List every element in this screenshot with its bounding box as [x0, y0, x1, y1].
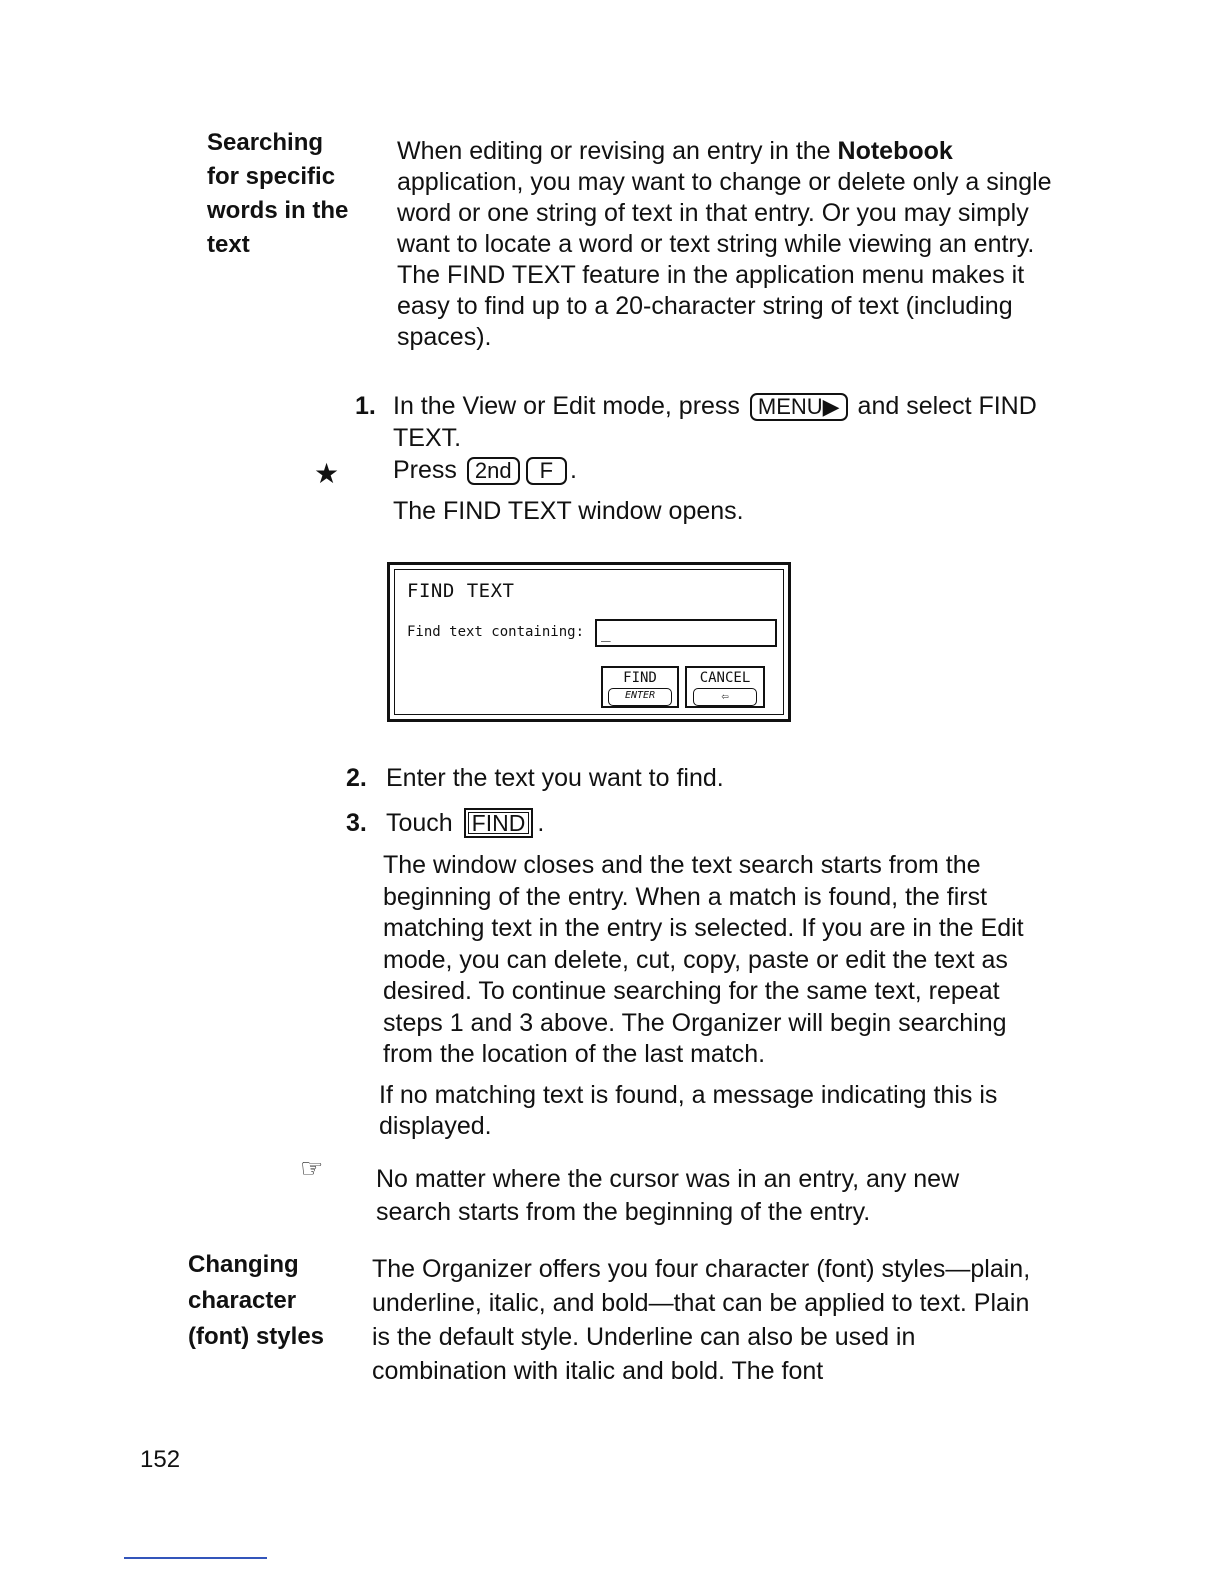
footer-rule	[124, 1557, 267, 1559]
cancel-button-label: CANCEL	[699, 670, 751, 686]
step-3-end: .	[537, 809, 545, 837]
press-end: .	[570, 456, 577, 484]
searching-intro-paragraph	[397, 136, 1072, 353]
window-title: FIND TEXT	[407, 580, 515, 602]
step-number: 2.	[346, 764, 367, 792]
f-key: F	[526, 457, 567, 485]
find-text-window	[387, 562, 791, 722]
step-2-text: Enter the text you want to find.	[386, 764, 724, 792]
find-text-window-frame	[394, 569, 784, 715]
shortcut-line	[393, 454, 793, 486]
find-text-input[interactable]: _	[595, 619, 777, 647]
pointing-hand-icon: ☞	[300, 1153, 324, 1183]
section-heading-character-styles: Changing character (font) styles	[188, 1251, 325, 1350]
enter-key-icon: ENTER	[608, 688, 672, 706]
shortcut-star-icon: ★	[314, 458, 340, 489]
character-styles-paragraph: The Organizer offers you four character (font) styles—plain, underline, italic, and bold—that can be applied to text. Plain is the default style. Underline can also be used in combination with italic and bold. The font	[372, 1255, 1031, 1385]
section-heading-searching: Searching for specific words in the text	[207, 129, 349, 258]
find-button[interactable]	[601, 666, 679, 708]
touch-label: Touch	[386, 809, 453, 837]
search-result-paragraph: The window closes and the text search starts from the beginning of the entry. When a match is found, the first matching text in the entry is selected. If you are in the Edit mode, you can delete, cut, copy, paste or edit the text as desired. To continue searching for the same text, repeat steps 1 and 3 above. The Organizer will begin searching from the location of the last match.	[383, 851, 1024, 1068]
step-1-text	[393, 390, 1063, 454]
find-key: FIND	[464, 808, 534, 838]
intro-text-after: application, you may want to change or delete only a single word or one string of text in that entry. Or you may simply want to locate a word or text string while viewing an entry. The FIND TEXT feature in the application menu makes it easy to find up to a 20-character string of text (including spaces).	[397, 168, 1052, 351]
note-paragraph: No matter where the cursor was in an entry, any new search starts from the beginning of the entry.	[376, 1165, 960, 1226]
step-3-text	[386, 807, 544, 839]
menu-key: MENU▶	[750, 393, 848, 421]
intro-text-before: When editing or revising an entry in the	[397, 137, 838, 165]
step-1-text-after: and select FIND TEXT.	[393, 392, 1037, 452]
press-label: Press	[393, 456, 457, 484]
find-text-label: Find text containing:	[407, 624, 585, 640]
step-1-text-before: In the View or Edit mode, press	[393, 392, 740, 420]
no-match-paragraph: If no matching text is found, a message indicating this is displayed.	[379, 1081, 998, 1140]
page-number: 152	[140, 1446, 181, 1473]
window-opens-text: The FIND TEXT window opens.	[393, 497, 744, 525]
find-button-label: FIND	[623, 670, 657, 686]
back-arrow-icon: ⇦	[693, 688, 757, 706]
second-key: 2nd	[467, 457, 520, 485]
step-number: 3.	[346, 809, 367, 837]
step-number: 1.	[355, 392, 376, 420]
intro-notebook-bold: Notebook	[837, 137, 953, 165]
cancel-button[interactable]	[685, 666, 765, 708]
